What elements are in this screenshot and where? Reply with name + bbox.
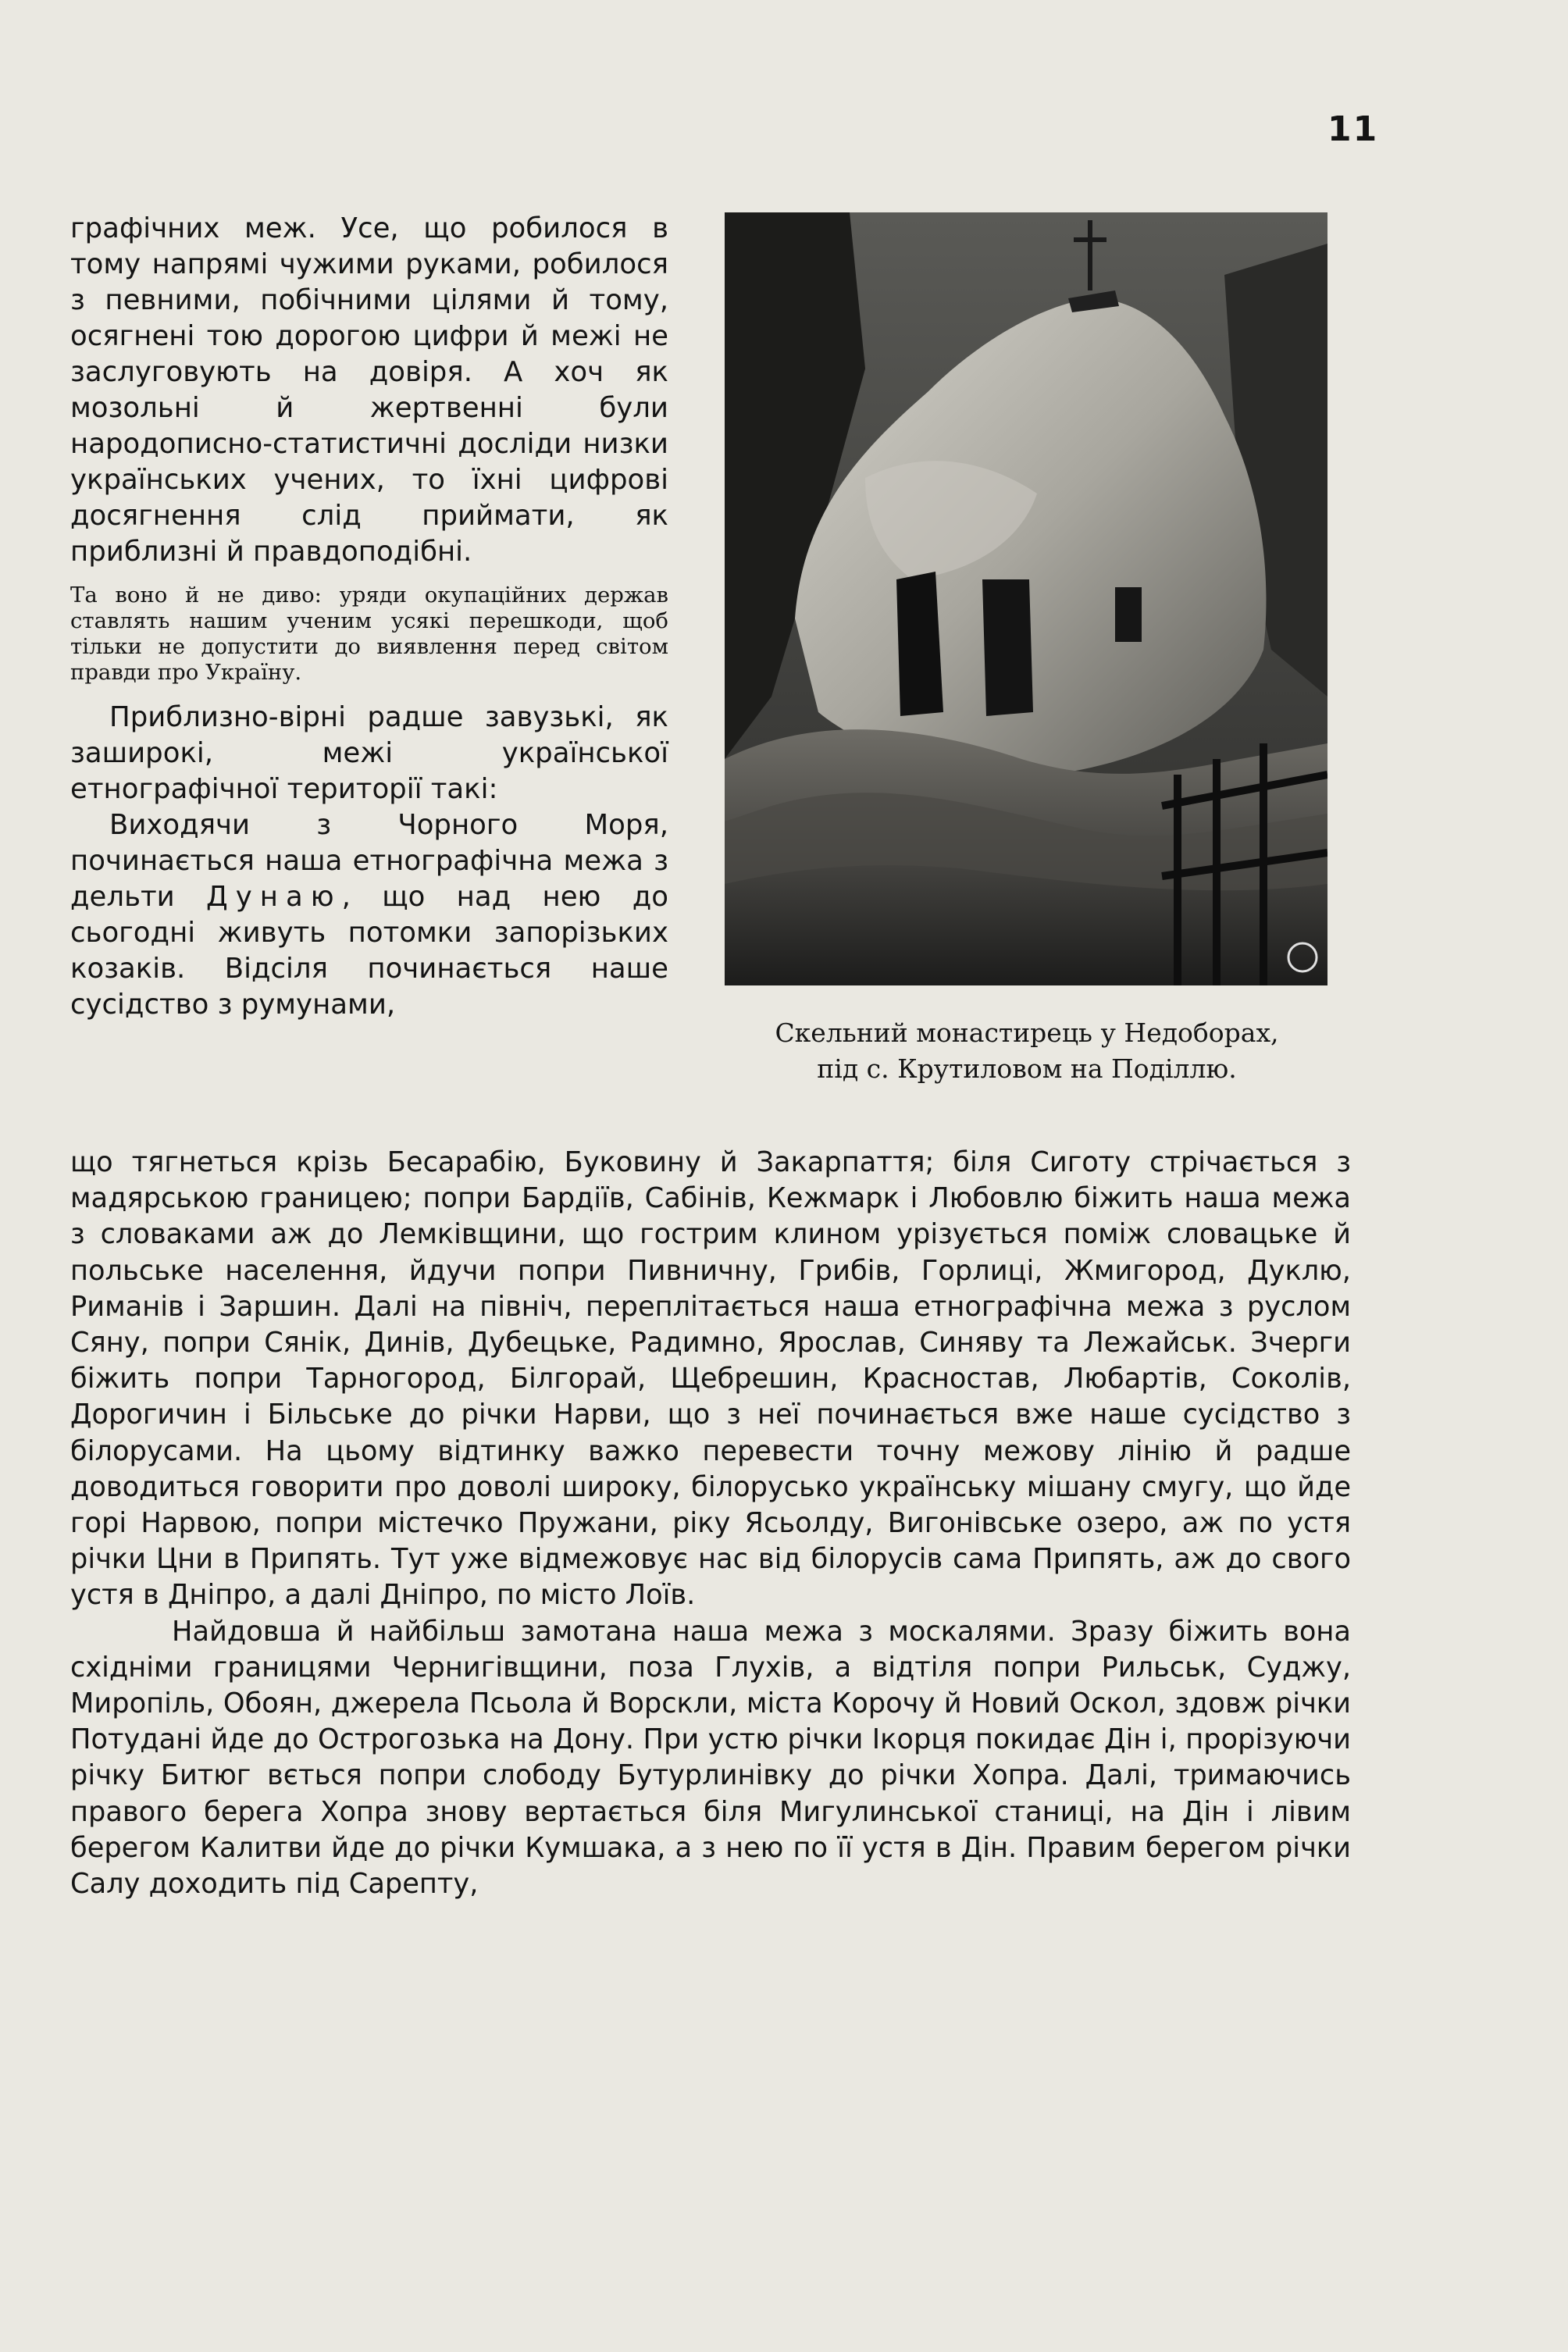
- left-column-text: [70, 211, 668, 1023]
- danube-spaced-word: Дунаю: [206, 881, 342, 913]
- paragraph-1: графічних меж. Усе, що робилося в тому напрямі чужими руками, робилося з певними, побічними цілями й тому, осягнені тою дорогою цифри й межі не заслуговують на довіря. А хоч як мозольні й жертвенні були народописно-статистичні досліди низки українських учених, то їхні цифрові досягнення слід приймати, як приблизні й правдоподібні.: [70, 212, 668, 568]
- paragraph-3-start: [70, 807, 668, 1023]
- paragraph-2: Приблизно-вірні радше завузькі, як заширокі, межі української етнографічної території такі:: [70, 701, 668, 805]
- main-body-text: [70, 1145, 1351, 1902]
- paragraph-4: Найдовша й найбільш замотана наша межа з москалями. Зразу біжить вона східніми границями Чернигівщини, поза Глухів, а відтіля попри Рильськ, Суджу, Миропіль, Обоян, джерела Псьола й Ворскли, міста Корочу й Новий Оскол, здовж річки Потудані йде до Острогозька на Дону. При устю річки Ікорця покидає Дін і, прорізуючи річку Битюг вється попри слободу Бутурлинівку до річки Хопра. Далі, тримаючись правого берега Хопра знову вертається біля Мигулинської станиці, на Дін і лівим берегом Калитви йде до річки Кумшака, а з нею по її устя в Дін. Правим берегом річки Салу доходить під Сарепту,: [70, 1615, 1351, 1901]
- paragraph-3-text-a: Виходячи з Чорного Моря, починається наша етнографічна межа з дельти: [70, 809, 668, 913]
- caption-line-2: під с. Крутиловом на Поділлю.: [817, 1053, 1237, 1084]
- rock-monastery-illustration: [725, 212, 1327, 985]
- monastery-photo: [725, 212, 1327, 985]
- photo-caption: [679, 1015, 1374, 1087]
- paragraph-3-continuation: що тягнеться крізь Бесарабію, Буковину й Закарпаття; біля Сиготу стрічається з мадярською границею; попри Бардіїв, Сабінів, Кежмарк і Любовлю біжить наша межа з словаками аж до Лемківщини, що гострим клином урізується поміж словацьке й польське населення, йдучи попри Пивничну, Грибів, Горлиці, Жмигород, Дуклю, Риманів і Заршин. Далі на північ, переплітається наша етнографічна межа з руслом Сяну, попри Сянік, Динів, Дубецьке, Радимно, Ярослав, Синяву та Лежайськ. Зчерги біжить попри Тарногород, Білгорай, Щебрешин, Красностав, Любартів, Соколів, Дорогичин і Більське до річки Нарви, що з неї починається вже наше сусідство з білорусами. На цьому відтинку важко перевести точну межову лінію й радше доводиться говорити про доволі широку, білорусько українську мішану смугу, що йде горі Нарвою, попри містечко Пружани, ріку Ясьолду, Вигонівське озеро, аж по устя річки Цни в Припять. Тут уже відмежовує нас від білорусів сама Припять, аж до свого устя в Дніпро, а далі Дніпро, по місто Лоїв.: [70, 1146, 1351, 1612]
- paragraph-3-text-b: , що над нею до сьогодні живуть потомки запорізьких козаків. Відсіля починається наше сусідство з румунами,: [70, 881, 668, 1021]
- page-number: 11: [1327, 109, 1379, 149]
- caption-line-1: Скельний монастирець у Недоборах,: [775, 1017, 1279, 1048]
- footnote-remark: Та воно й не диво: уряди окупаційних держав ставлять нашим ученим усякі перешкоди, щоб тільки не допустити до виявлення перед світом правди про Україну.: [70, 583, 668, 685]
